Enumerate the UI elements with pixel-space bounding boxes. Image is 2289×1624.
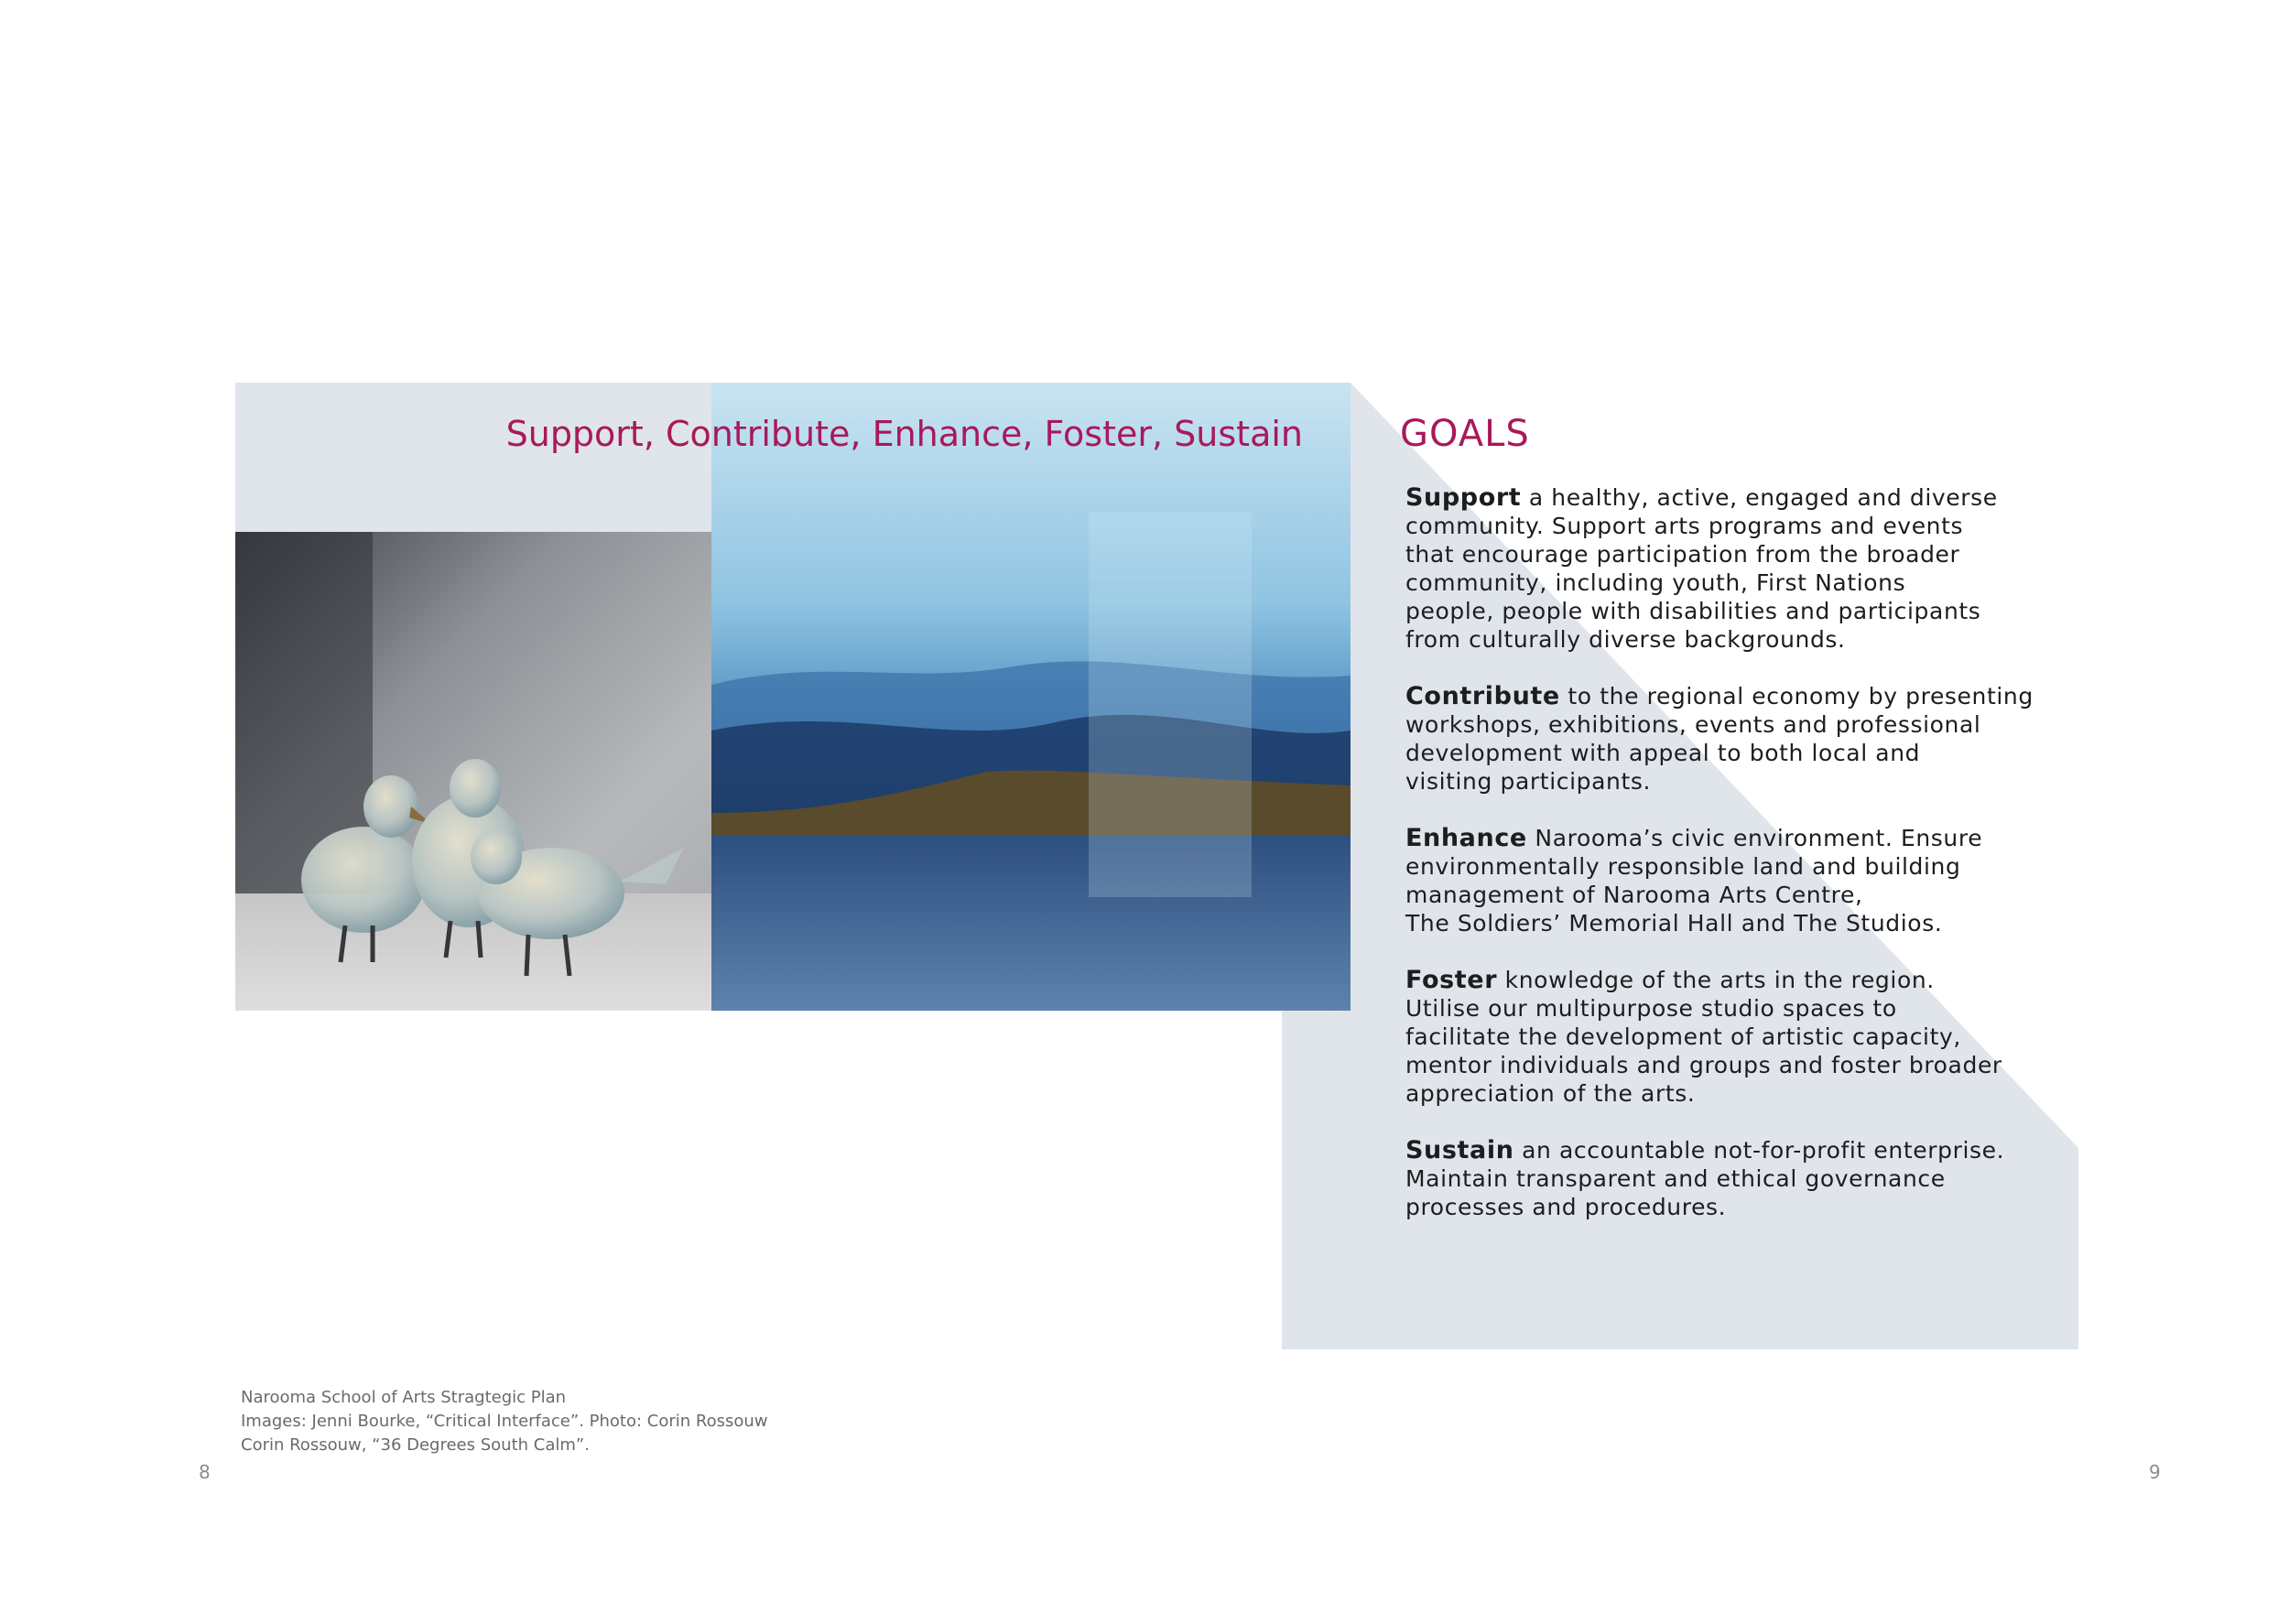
page-number-left: 8 [199, 1461, 211, 1483]
goal-first-line [1405, 1136, 2074, 1164]
landscape-painting-photo [711, 383, 1351, 1011]
goal-text-line: an accountable not-for-profit enterprise. [1513, 1137, 2005, 1164]
goal-text-line: Narooma’s civic environment. Ensure [1526, 825, 1983, 851]
goal-sustain [1405, 1136, 2074, 1221]
goal-text-line: from culturally diverse backgrounds. [1405, 626, 1846, 653]
goal-first-line [1405, 824, 2074, 852]
goal-text-line: a healthy, active, engaged and diverse [1521, 484, 1998, 511]
goal-text-line: mentor individuals and groups and foster broader [1405, 1052, 2002, 1078]
page-headline: Support, Contribute, Enhance, Foster, Sustain [505, 414, 1303, 454]
goal-keyword: Foster [1405, 966, 1498, 994]
goal-text-line: to the regional economy by presenting [1559, 683, 2034, 709]
goal-text-line: Utilise our multipurpose studio spaces to [1405, 995, 1897, 1022]
goal-text-line: community. Support arts programs and events [1405, 513, 1964, 539]
goal-text-line: workshops, exhibitions, events and professional [1405, 711, 1981, 738]
goal-keyword: Contribute [1405, 682, 1560, 710]
goal-text-line: appreciation of the arts. [1405, 1080, 1696, 1107]
goal-text-line: facilitate the development of artistic capacity, [1405, 1023, 1961, 1050]
goal-keyword: Enhance [1405, 824, 1527, 852]
goal-text-line: knowledge of the arts in the region. [1497, 967, 1935, 993]
goal-text-line: visiting participants. [1405, 768, 1652, 795]
image-credits [241, 1386, 768, 1457]
goal-text-line: development with appeal to both local and [1405, 740, 1921, 766]
goal-contribute [1405, 682, 2074, 796]
goal-text-line: environmentally responsible land and building [1405, 853, 1961, 880]
credit-line: Narooma School of Arts Stragtegic Plan [241, 1388, 567, 1407]
goal-text-line: The Soldiers’ Memorial Hall and The Studios. [1405, 910, 1943, 937]
credit-line: Images: Jenni Bourke, “Critical Interface”. Photo: Corin Rossouw [241, 1412, 768, 1431]
goal-text-line: community, including youth, First Nations [1405, 569, 1906, 596]
goal-enhance [1405, 824, 2074, 937]
goal-text-line: that encourage participation from the broader [1405, 541, 1960, 568]
goal-support [1405, 483, 2074, 654]
goal-text-line: management of Narooma Arts Centre, [1405, 882, 1863, 908]
page-number-right: 9 [2149, 1461, 2161, 1483]
goal-first-line [1405, 682, 2074, 710]
goal-text-line: Maintain transparent and ethical governance [1405, 1165, 1946, 1192]
goals-heading: GOALS [1400, 413, 1530, 455]
goal-foster [1405, 966, 2074, 1108]
birds-sculpture-photo [235, 532, 712, 1011]
credit-line: Corin Rossouw, “36 Degrees South Calm”. [241, 1435, 590, 1455]
goal-keyword: Sustain [1405, 1136, 1514, 1164]
goal-first-line [1405, 483, 2074, 512]
goal-first-line [1405, 966, 2074, 994]
goal-keyword: Support [1405, 483, 1522, 512]
goals-list [1405, 483, 2074, 1250]
goal-text-line: people, people with disabilities and participants [1405, 598, 1981, 624]
goal-text-line: processes and procedures. [1405, 1194, 1727, 1220]
